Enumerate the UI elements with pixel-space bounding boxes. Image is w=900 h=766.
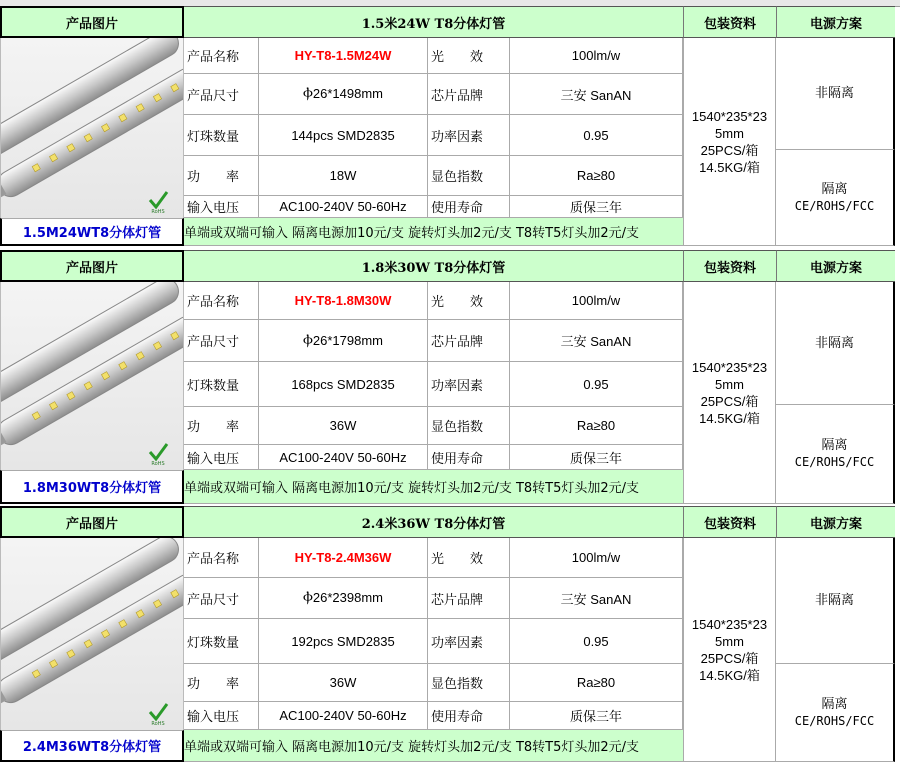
header-packaging[interactable]: 包装资料 — [683, 6, 776, 38]
svg-text:RoHS: RoHS — [151, 721, 165, 726]
pack-dimensions-cont: 5mm — [715, 125, 744, 141]
label-beads: 灯珠数量 — [184, 362, 259, 407]
power-non-isolated[interactable] — [776, 38, 895, 150]
label-power: 功 率 — [184, 407, 259, 445]
value-life[interactable]: 质保三年 — [510, 702, 683, 730]
power-non-isolated[interactable] — [776, 538, 895, 664]
value-efficacy[interactable]: 100lm/w — [510, 538, 683, 578]
header-power-scheme[interactable]: 电源方案 — [776, 250, 895, 282]
value-input[interactable]: AC100-240V 50-60Hz — [259, 445, 428, 470]
label-input: 输入电压 — [184, 445, 259, 470]
non-isolated-label: 非隔离 — [814, 86, 854, 101]
pack-dimensions: 1540*235*23 — [691, 616, 768, 632]
power-isolated[interactable] — [776, 150, 895, 246]
label-efficacy: 光 效 — [428, 538, 510, 578]
isolated-label: 隔离 — [821, 438, 848, 453]
value-power[interactable]: 18W — [259, 156, 428, 196]
label-cri: 显色指数 — [428, 407, 510, 445]
value-cri[interactable]: Ra≥80 — [510, 156, 683, 196]
product-title[interactable]: 2.4米36W T8分体灯管 — [184, 506, 683, 538]
options-note[interactable]: 单端或双端可输入 隔离电源加10元/支 旋转灯头加2元/支 T8转T5灯头加2元/支 — [184, 218, 683, 246]
value-efficacy[interactable]: 100lm/w — [510, 282, 683, 320]
value-beads[interactable]: 168pcs SMD2835 — [259, 362, 428, 407]
svg-text:RoHS: RoHS — [151, 209, 165, 214]
label-chip: 芯片品牌 — [428, 320, 510, 362]
value-size[interactable]: Ⲫ26*2398mm — [259, 578, 428, 619]
label-input: 输入电压 — [184, 196, 259, 218]
header-photo[interactable]: 产品图片 — [0, 506, 184, 538]
label-beads: 灯珠数量 — [184, 619, 259, 664]
label-pf: 功率因素 — [428, 115, 510, 156]
value-model[interactable]: HY-T8-2.4M36W — [259, 538, 428, 578]
product-photo — [0, 538, 184, 730]
product-block-2 — [0, 250, 900, 507]
power-non-isolated[interactable] — [776, 282, 895, 405]
label-name: 产品名称 — [184, 38, 259, 74]
pack-dimensions: 1540*235*23 — [691, 359, 768, 375]
product-caption[interactable]: 1.8M30WT8分体灯管 — [0, 470, 184, 504]
label-power: 功 率 — [184, 156, 259, 196]
non-isolated-label: 非隔离 — [814, 593, 854, 608]
options-note[interactable]: 单端或双端可输入 隔离电源加10元/支 旋转灯头加2元/支 T8转T5灯头加2元/支 — [184, 730, 683, 762]
label-size: 产品尺寸 — [184, 320, 259, 362]
pack-quantity: 25PCS/箱 — [700, 393, 759, 409]
label-size: 产品尺寸 — [184, 74, 259, 115]
value-cri[interactable]: Ra≥80 — [510, 664, 683, 702]
label-pf: 功率因素 — [428, 362, 510, 407]
label-life: 使用寿命 — [428, 702, 510, 730]
isolated-label: 隔离 — [821, 696, 848, 712]
header-photo[interactable]: 产品图片 — [0, 6, 184, 38]
product-photo — [0, 282, 184, 470]
label-chip: 芯片品牌 — [428, 74, 510, 115]
pack-quantity: 25PCS/箱 — [700, 142, 759, 158]
pack-dimensions-cont: 5mm — [715, 633, 744, 649]
pack-weight: 14.5KG/箱 — [699, 410, 760, 426]
label-cri: 显色指数 — [428, 664, 510, 702]
value-model[interactable]: HY-T8-1.5M24W — [259, 38, 428, 74]
value-chip[interactable]: 三安 SanAN — [510, 320, 683, 362]
header-packaging[interactable]: 包装资料 — [683, 506, 776, 538]
product-photo — [0, 38, 184, 218]
pack-dimensions: 1540*235*23 — [691, 108, 768, 124]
certs-label: CE/ROHS/FCC — [794, 455, 875, 469]
value-cri[interactable]: Ra≥80 — [510, 407, 683, 445]
rohs-check-icon — [147, 190, 169, 214]
packaging-info[interactable] — [683, 38, 776, 246]
pack-quantity: 25PCS/箱 — [700, 650, 759, 666]
isolated-label: 隔离 — [821, 181, 848, 197]
options-note[interactable]: 单端或双端可输入 隔离电源加10元/支 旋转灯头加2元/支 T8转T5灯头加2元/支 — [184, 470, 683, 504]
pack-weight: 14.5KG/箱 — [699, 667, 760, 683]
power-isolated[interactable] — [776, 664, 895, 762]
label-name: 产品名称 — [184, 282, 259, 320]
value-input[interactable]: AC100-240V 50-60Hz — [259, 702, 428, 730]
value-size[interactable]: Ⲫ26*1798mm — [259, 320, 428, 362]
value-chip[interactable]: 三安 SanAN — [510, 578, 683, 619]
value-size[interactable]: Ⲫ26*1498mm — [259, 74, 428, 115]
value-efficacy[interactable]: 100lm/w — [510, 38, 683, 74]
packaging-info[interactable] — [683, 282, 776, 504]
svg-text:RoHS: RoHS — [151, 461, 165, 466]
product-title[interactable]: 1.8米30W T8分体灯管 — [184, 250, 683, 282]
power-isolated[interactable] — [776, 405, 895, 504]
value-power[interactable]: 36W — [259, 407, 428, 445]
value-life[interactable]: 质保三年 — [510, 445, 683, 470]
label-life: 使用寿命 — [428, 445, 510, 470]
value-beads[interactable]: 144pcs SMD2835 — [259, 115, 428, 156]
label-input: 输入电压 — [184, 702, 259, 730]
product-block-1 — [0, 6, 900, 263]
packaging-info[interactable] — [683, 538, 776, 762]
value-input[interactable]: AC100-240V 50-60Hz — [259, 196, 428, 218]
non-isolated-label: 非隔离 — [814, 335, 854, 351]
certs-label: CE/ROHS/FCC — [794, 198, 875, 213]
pack-dimensions-cont: 5mm — [715, 376, 744, 392]
product-block-3 — [0, 506, 900, 766]
product-title[interactable]: 1.5米24W T8分体灯管 — [184, 6, 683, 38]
value-model[interactable]: HY-T8-1.8M30W — [259, 282, 428, 320]
certs-label: CE/ROHS/FCC — [794, 713, 875, 728]
product-caption[interactable]: 1.5M24WT8分体灯管 — [0, 218, 184, 246]
value-power[interactable]: 36W — [259, 664, 428, 702]
value-pf[interactable]: 0.95 — [510, 362, 683, 407]
value-pf[interactable]: 0.95 — [510, 115, 683, 156]
value-beads[interactable]: 192pcs SMD2835 — [259, 619, 428, 664]
header-photo[interactable]: 产品图片 — [0, 250, 184, 282]
label-chip: 芯片品牌 — [428, 578, 510, 619]
label-cri: 显色指数 — [428, 156, 510, 196]
value-chip[interactable]: 三安 SanAN — [510, 74, 683, 115]
label-size: 产品尺寸 — [184, 578, 259, 619]
value-life[interactable]: 质保三年 — [510, 196, 683, 218]
value-pf[interactable]: 0.95 — [510, 619, 683, 664]
product-caption[interactable]: 2.4M36WT8分体灯管 — [0, 730, 184, 762]
rohs-check-icon — [147, 442, 169, 466]
label-efficacy: 光 效 — [428, 282, 510, 320]
label-name: 产品名称 — [184, 538, 259, 578]
pack-weight: 14.5KG/箱 — [699, 159, 760, 175]
label-life: 使用寿命 — [428, 196, 510, 218]
header-power-scheme[interactable]: 电源方案 — [776, 506, 895, 538]
header-packaging[interactable]: 包装资料 — [683, 250, 776, 282]
header-power-scheme[interactable]: 电源方案 — [776, 6, 895, 38]
label-pf: 功率因素 — [428, 619, 510, 664]
rohs-check-icon — [147, 702, 169, 726]
label-efficacy: 光 效 — [428, 38, 510, 74]
label-power: 功 率 — [184, 664, 259, 702]
label-beads: 灯珠数量 — [184, 115, 259, 156]
